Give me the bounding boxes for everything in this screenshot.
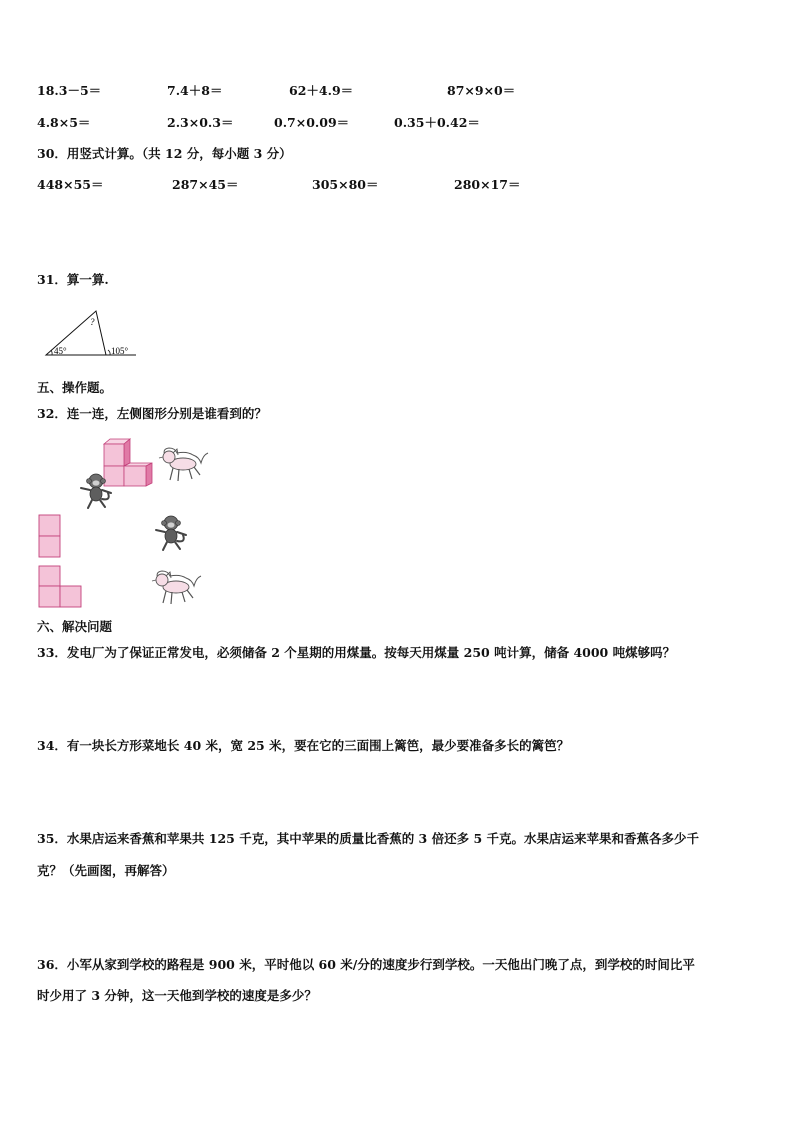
question-30: 30．用竖式计算。（共 12 分，每小题 3 分） <box>37 146 292 161</box>
calc-1-2: 7.4＋8＝ <box>167 83 223 98</box>
unknown-angle-label: ? <box>90 317 95 327</box>
calc-2-2: 2.3×0.3＝ <box>167 115 234 130</box>
dog-icon <box>157 447 209 485</box>
view-shape-b <box>38 565 84 609</box>
angle-105-label: 105° <box>111 346 129 356</box>
monkey-icon <box>78 472 114 510</box>
question-36-line-2: 时少用了 3 分钟，这一天他到学校的速度是多少？ <box>37 988 317 1003</box>
section-5-heading: 五、操作题。 <box>37 380 113 395</box>
question-36-line-1: 36．小军从家到学校的路程是 900 米，平时他以 60 米/分的速度步行到学校。一天他出门晚了点，到学校的时间比平 <box>37 957 695 972</box>
monkey-icon <box>152 514 190 552</box>
calc-2-3: 0.7×0.09＝ <box>274 115 350 130</box>
calc-2-1: 4.8×5＝ <box>37 115 91 130</box>
section-6-heading: 六、解决问题 <box>37 619 113 634</box>
vertical-calc-2: 287×45＝ <box>172 177 239 192</box>
view-shape-a <box>38 514 62 560</box>
calc-1-3: 62＋4.9＝ <box>289 83 354 98</box>
question-31: 31．算一算. <box>37 272 109 287</box>
dog-icon <box>150 570 202 608</box>
triangle-figure <box>40 305 140 360</box>
calc-2-4: 0.35＋0.42＝ <box>394 115 480 130</box>
calc-1-1: 18.3－5＝ <box>37 83 102 98</box>
question-33: 33．发电厂为了保证正常发电，必须储备 2 个星期的用煤量。按每天用煤量 250 吨计算，储备 4000 吨煤够吗？ <box>37 645 676 660</box>
calc-1-4: 87×9×0＝ <box>447 83 516 98</box>
question-35-line-1: 35．水果店运来香蕉和苹果共 125 千克，其中苹果的质量比香蕉的 3 倍还多 5 千克。水果店运来苹果和香蕉各多少千 <box>37 831 699 846</box>
question-34: 34．有一块长方形菜地长 40 米，宽 25 米，要在它的三面围上篱笆，最少要准备多长的篱笆？ <box>37 738 570 753</box>
question-35-line-2: 克？（先画图，再解答） <box>37 863 175 878</box>
vertical-calc-4: 280×17＝ <box>454 177 521 192</box>
angle-45-label: 45° <box>54 346 67 356</box>
question-32: 32．连一连，左侧图形分别是谁看到的？ <box>37 406 267 421</box>
vertical-calc-3: 305×80＝ <box>312 177 379 192</box>
vertical-calc-1: 448×55＝ <box>37 177 104 192</box>
